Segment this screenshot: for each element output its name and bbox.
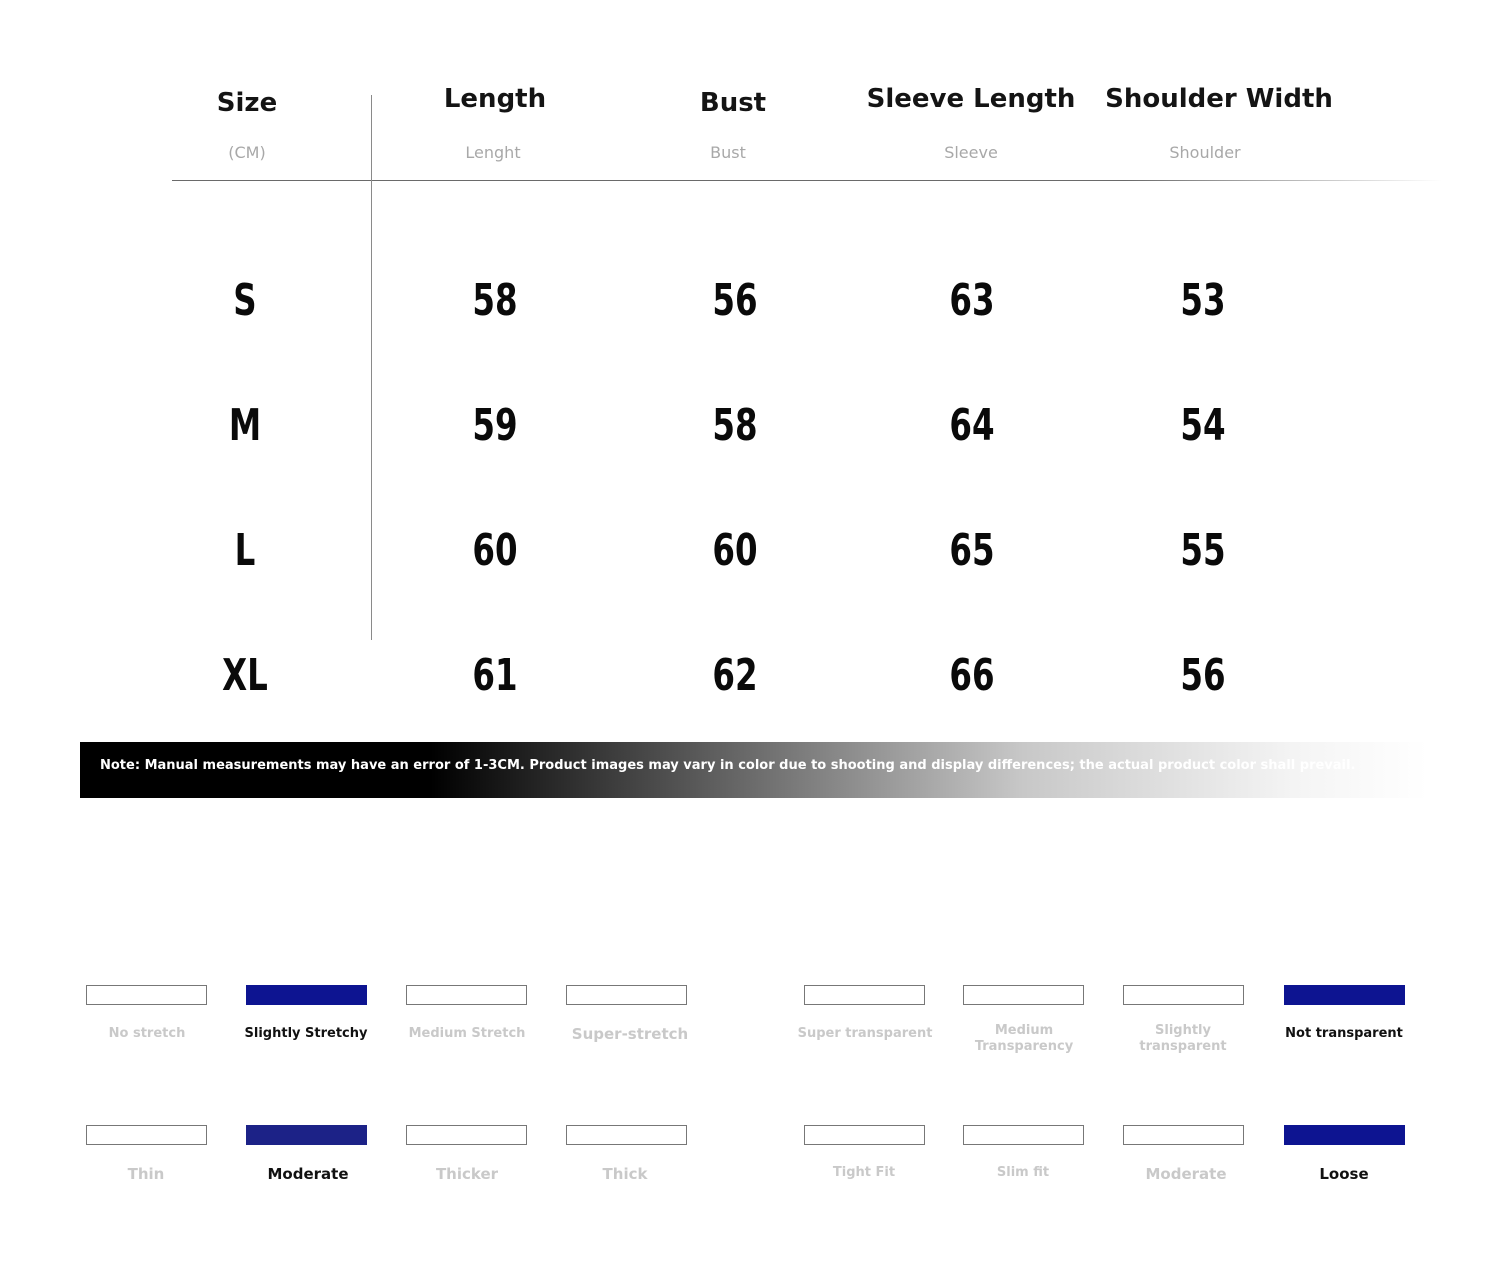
stretch-label-0: No stretch	[108, 1026, 186, 1041]
cell-sleeve: 63	[949, 275, 995, 326]
transparency-indicator-3	[1284, 985, 1405, 1005]
cell-sleeve: 66	[949, 650, 995, 701]
fit-label-1: Slim fit	[996, 1165, 1050, 1180]
cell-shoulder: 54	[1180, 400, 1226, 451]
cell-length: 59	[472, 400, 518, 451]
fit-indicator-0	[804, 1125, 925, 1145]
thickness-label-0: Thin	[127, 1165, 165, 1183]
stretch-indicator-0	[86, 985, 207, 1005]
header-size: Size	[216, 88, 278, 118]
thickness-indicator-0	[86, 1125, 207, 1145]
transparency-indicator-1	[963, 985, 1084, 1005]
cell-length: 61	[472, 650, 518, 701]
subheader-bust: Bust	[710, 143, 746, 162]
fit-label-0: Tight Fit	[832, 1165, 896, 1180]
fit-indicator-1	[963, 1125, 1084, 1145]
cell-length: 60	[472, 525, 518, 576]
cell-bust: 62	[712, 650, 758, 701]
measurement-note-text: Note: Manual measurements may have an error of 1-3CM. Product images may vary in color due to shooting and display differences; the actual product color shall prevail.	[100, 758, 1356, 773]
header-shoulder-width: Shoulder Width	[1105, 84, 1333, 114]
transparency-label-1: Medium Transparency	[974, 1023, 1074, 1054]
header-bust: Bust	[699, 88, 767, 118]
cell-shoulder: 53	[1180, 275, 1226, 326]
fit-indicator-3	[1284, 1125, 1405, 1145]
transparency-label-3: Not transparent	[1285, 1026, 1403, 1041]
cell-bust: 56	[712, 275, 758, 326]
cell-sleeve: 64	[949, 400, 995, 451]
stretch-label-1: Slightly Stretchy	[244, 1026, 368, 1041]
fit-indicator-2	[1123, 1125, 1244, 1145]
size-column-divider	[371, 95, 372, 640]
thickness-indicator-3	[566, 1125, 687, 1145]
header-divider	[172, 180, 1442, 181]
stretch-label-3: Super-stretch	[571, 1025, 689, 1043]
subheader-length: Lenght	[465, 143, 521, 162]
transparency-label-2: Slightly transparent	[1139, 1023, 1227, 1054]
cell-bust: 60	[712, 525, 758, 576]
cell-bust: 58	[712, 400, 758, 451]
cell-length: 58	[472, 275, 518, 326]
thickness-label-3: Thick	[602, 1165, 648, 1183]
header-length: Length	[443, 84, 547, 114]
cell-size: S	[233, 275, 257, 326]
cell-size: XL	[222, 650, 268, 701]
transparency-indicator-0	[804, 985, 925, 1005]
cell-size: M	[228, 400, 262, 451]
thickness-indicator-1	[246, 1125, 367, 1145]
subheader-sleeve: Sleeve	[944, 143, 998, 162]
thickness-label-2: Thicker	[435, 1165, 499, 1183]
subheader-size: (CM)	[228, 143, 266, 162]
stretch-label-2: Medium Stretch	[408, 1026, 526, 1041]
transparency-indicator-2	[1123, 985, 1244, 1005]
fit-label-3: Loose	[1319, 1165, 1369, 1183]
fit-label-2: Moderate	[1145, 1165, 1227, 1183]
cell-shoulder: 56	[1180, 650, 1226, 701]
measurement-note-banner	[80, 742, 1428, 798]
cell-shoulder: 55	[1180, 525, 1226, 576]
subheader-shoulder: Shoulder	[1169, 143, 1241, 162]
stretch-indicator-3	[566, 985, 687, 1005]
header-sleeve-length: Sleeve Length	[866, 84, 1076, 114]
stretch-indicator-1	[246, 985, 367, 1005]
thickness-label-1: Moderate	[267, 1165, 349, 1183]
transparency-label-0: Super transparent	[797, 1026, 933, 1041]
cell-sleeve: 65	[949, 525, 995, 576]
stretch-indicator-2	[406, 985, 527, 1005]
cell-size: L	[234, 525, 256, 576]
thickness-indicator-2	[406, 1125, 527, 1145]
